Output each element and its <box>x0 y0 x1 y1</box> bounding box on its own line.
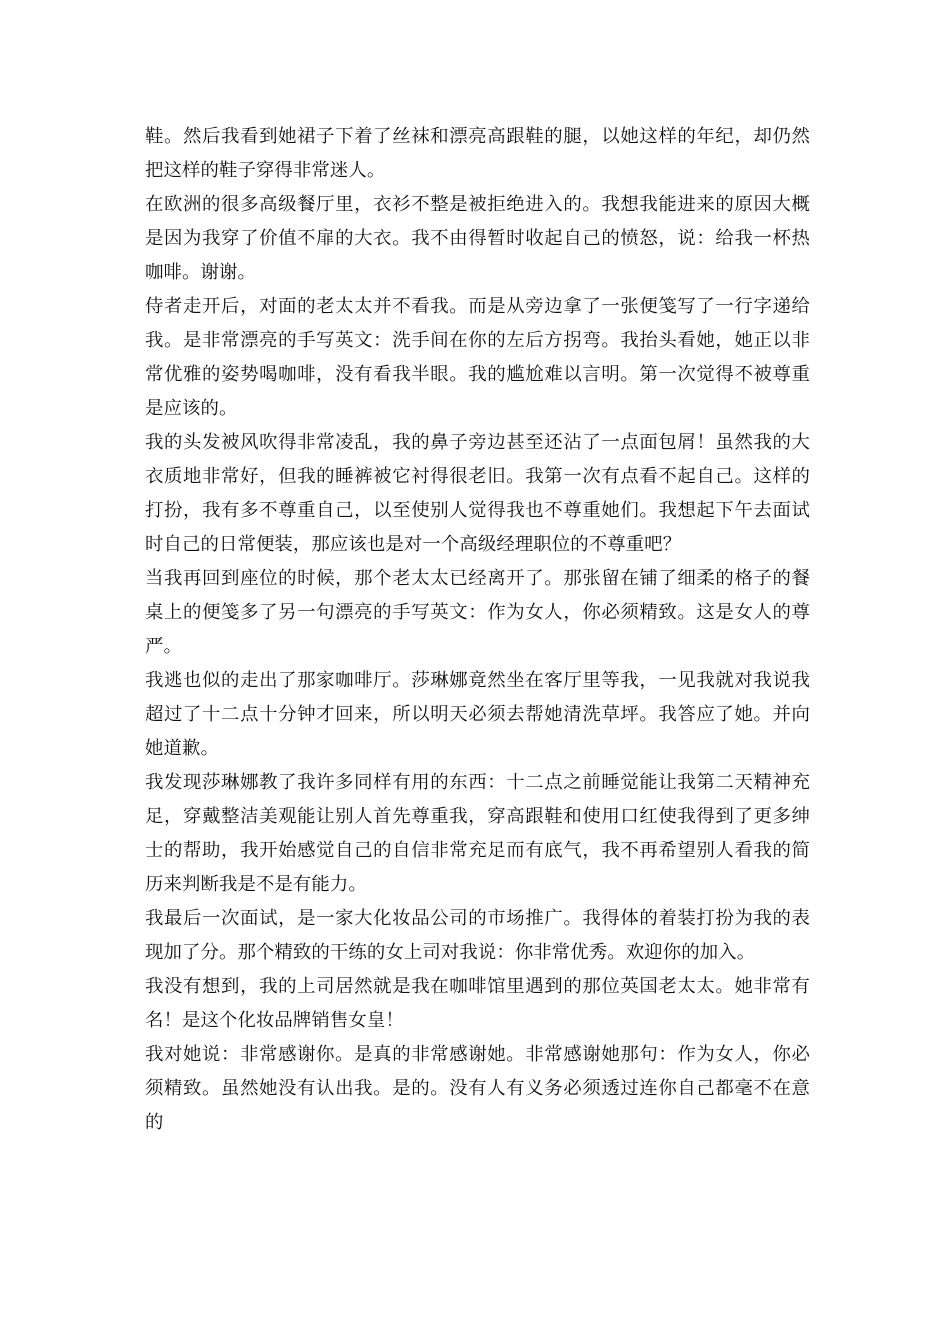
paragraph: 我对她说：非常感谢你。是真的非常感谢她。非常感谢她那句：作为女人，你必须精致。虽然她没有认出我。是的。没有人有义务必须透过连你自己都毫不在意的 <box>145 1044 810 1133</box>
paragraph: 我逃也似的走出了那家咖啡厅。莎琳娜竟然坐在客厅里等我，一见我就对我说我超过了十二点十分钟才回来，所以明天必须去帮她清洗草坪。我答应了她。并向她道歉。 <box>145 670 810 759</box>
paragraph: 我没有想到，我的上司居然就是我在咖啡馆里遇到的那位英国老太太。她非常有名！是这个化妆品牌销售女皇！ <box>145 976 810 1031</box>
paragraph: 当我再回到座位的时候，那个老太太已经离开了。那张留在铺了细柔的格子的餐桌上的便笺多了另一句漂亮的手写英文：作为女人，你必须精致。这是女人的尊严。 <box>145 568 810 657</box>
document-body <box>145 120 810 1140</box>
paragraph: 在欧洲的很多高级餐厅里，衣衫不整是被拒绝进入的。我想我能进来的原因大概是因为我穿了价值不扉的大衣。我不由得暂时收起自己的愤怒，说：给我一杯热咖啡。谢谢。 <box>145 194 810 283</box>
paragraph: 我发现莎琳娜教了我许多同样有用的东西：十二点之前睡觉能让我第二天精神充足，穿戴整洁美观能让别人首先尊重我，穿高跟鞋和使用口红使我得到了更多绅士的帮助，我开始感觉自己的自信非常充足而有底气，我不再希望别人看我的简历来判断我是不是有能力。 <box>145 772 810 895</box>
paragraph: 我最后一次面试，是一家大化妆品公司的市场推广。我得体的着装打扮为我的表现加了分。那个精致的干练的女上司对我说：你非常优秀。欢迎你的加入。 <box>145 908 810 963</box>
paragraph: 鞋。然后我看到她裙子下着了丝袜和漂亮高跟鞋的腿，以她这样的年纪，却仍然把这样的鞋子穿得非常迷人。 <box>145 126 810 181</box>
paragraph: 我的头发被风吹得非常凌乱，我的鼻子旁边甚至还沾了一点面包屑！虽然我的大衣质地非常好，但我的睡裤被它衬得很老旧。我第一次有点看不起自己。这样的打扮，我有多不尊重自己，以至使别人觉得我也不尊重她们。我想起下午去面试时自己的日常便装，那应该也是对一个高级经理职位的不尊重吧？ <box>145 432 810 555</box>
paragraph: 侍者走开后，对面的老太太并不看我。而是从旁边拿了一张便笺写了一行字递给我。是非常漂亮的手写英文：洗手间在你的左后方拐弯。我抬头看她，她正以非常优雅的姿势喝咖啡，没有看我半眼。我的尴尬难以言明。第一次觉得不被尊重是应该的。 <box>145 296 810 419</box>
